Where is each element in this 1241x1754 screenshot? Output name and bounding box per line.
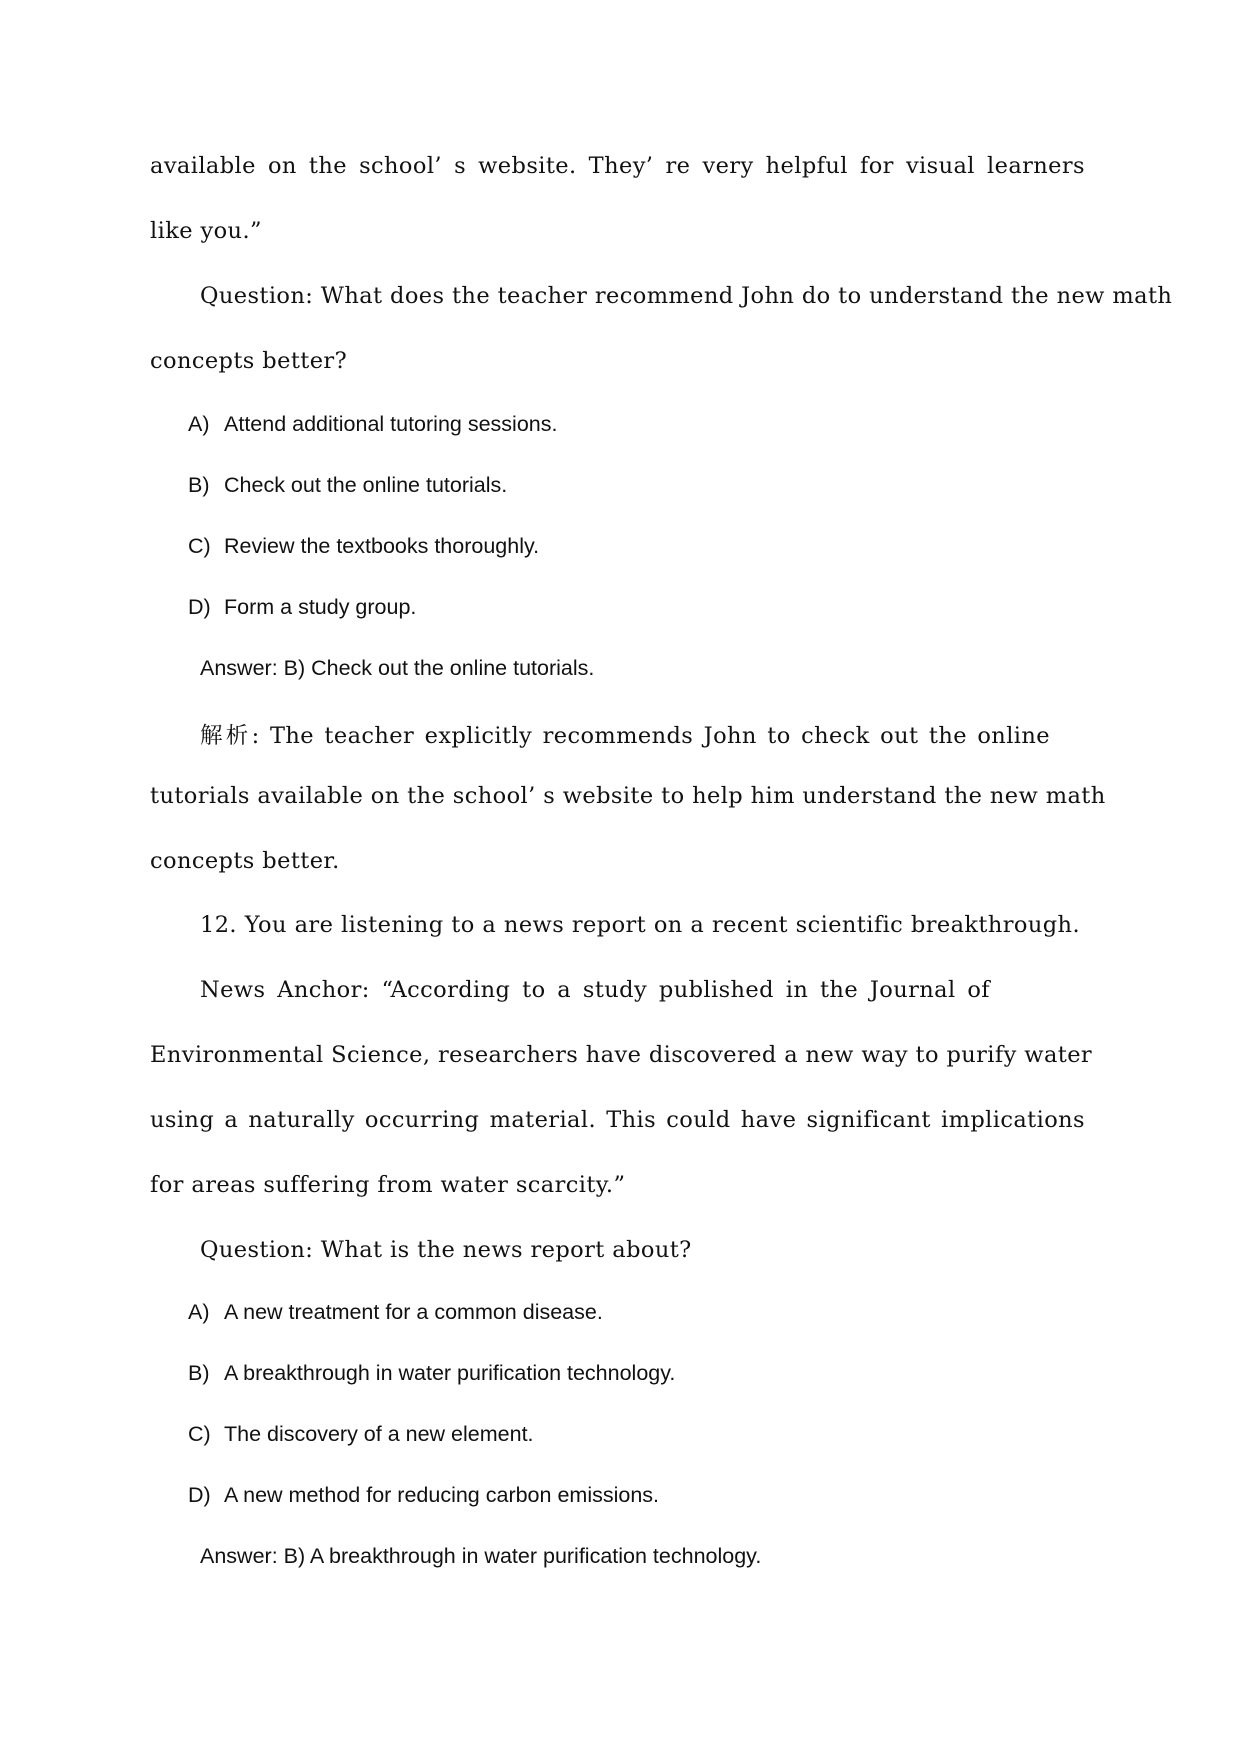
option-text: Form a study group. [224, 595, 417, 619]
question-11: Question: What does the teacher recommend John do to understand the new math [200, 283, 1173, 309]
option-letter: D) [188, 1483, 211, 1507]
option-a [188, 412, 557, 437]
answer-12: Answer: B) A breakthrough in water purification technology. [200, 1544, 762, 1568]
option-text: The discovery of a new element. [224, 1422, 534, 1446]
option-text: Review the textbooks thoroughly. [224, 534, 540, 558]
intro-line: like you.” [150, 218, 262, 244]
option-text: Attend additional tutoring sessions. [224, 412, 558, 436]
option-letter: B) [188, 473, 210, 497]
option-text: Check out the online tutorials. [224, 473, 508, 497]
news-anchor-quote-cont: Environmental Science, researchers have discovered a new way to purify water [150, 1042, 1093, 1068]
option-letter: C) [188, 534, 211, 558]
option-text: A new method for reducing carbon emissions. [224, 1483, 660, 1507]
option-letter: B) [188, 1361, 210, 1385]
news-anchor-quote-cont: using a naturally occurring material. This could have significant implications [150, 1107, 1085, 1133]
analysis-11: 解析: The teacher explicitly recommends John to check out the online [200, 723, 1050, 749]
analysis-11-cont: tutorials available on the school’ s website to help him understand the new math [150, 783, 1106, 809]
option-c [188, 534, 539, 559]
option-b [188, 473, 507, 498]
option-c [188, 1422, 534, 1447]
question-11-cont: concepts better? [150, 348, 348, 374]
option-a [188, 1300, 603, 1325]
option-letter: D) [188, 595, 211, 619]
option-text: A new treatment for a common disease. [224, 1300, 603, 1324]
option-d [188, 595, 416, 620]
intro-line: available on the school’ s website. They’ re very helpful for visual learners [150, 153, 1085, 179]
news-anchor-quote-cont: for areas suffering from water scarcity.” [150, 1172, 626, 1198]
question-12: Question: What is the news report about? [200, 1237, 692, 1263]
option-d [188, 1483, 659, 1508]
option-letter: C) [188, 1422, 211, 1446]
option-b [188, 1361, 675, 1386]
question-12-prompt: 12. You are listening to a news report on a recent scientific breakthrough. [200, 912, 1080, 938]
news-anchor-quote: News Anchor: “According to a study published in the Journal of [200, 977, 990, 1003]
option-text: A breakthrough in water purification technology. [224, 1361, 676, 1385]
analysis-11-cont: concepts better. [150, 848, 340, 874]
option-letter: A) [188, 1300, 210, 1324]
answer-11: Answer: B) Check out the online tutorials. [200, 656, 595, 680]
option-letter: A) [188, 412, 210, 436]
